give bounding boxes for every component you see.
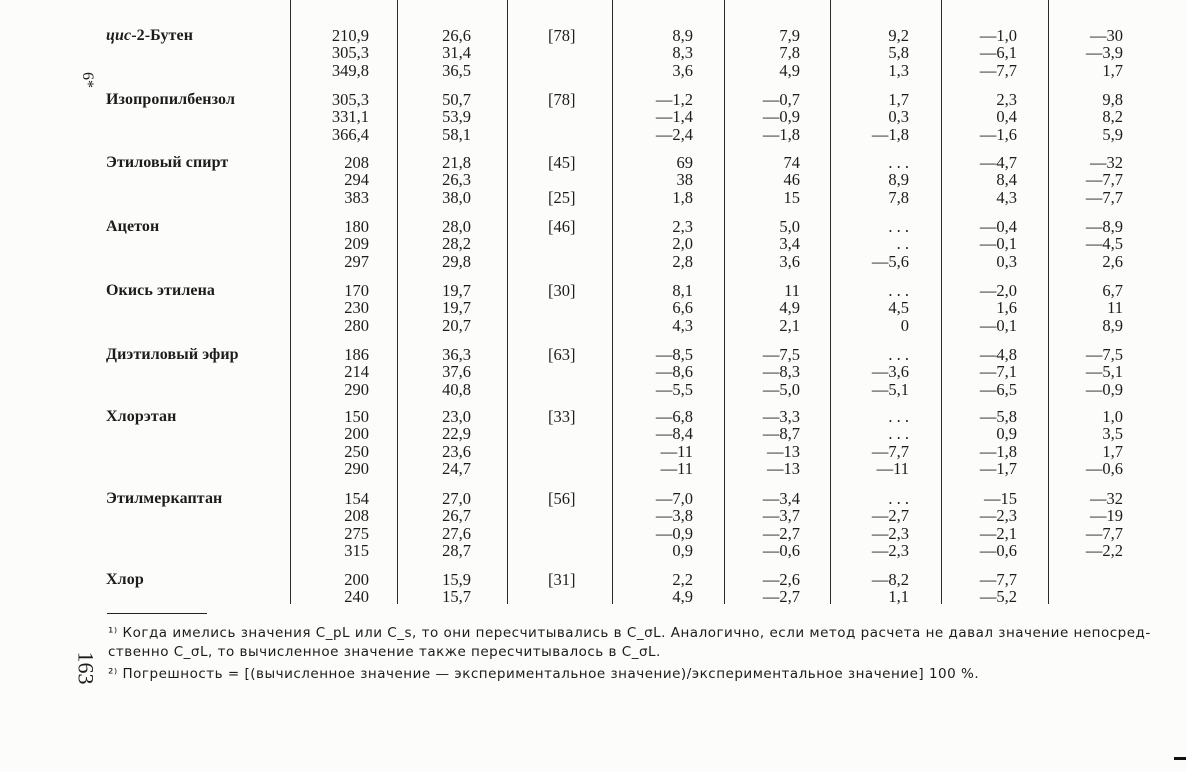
error-e-cell: —7,7 — [1085, 187, 1123, 207]
error-d-cell: —0,6 — [979, 540, 1017, 560]
error-b-cell: —3,7 — [762, 506, 800, 526]
reference-cell: [46] — [548, 217, 576, 236]
error-e-cell: —32 — [1090, 489, 1123, 508]
table-row — [0, 507, 1186, 524]
error-e-cell: —7,7 — [1085, 170, 1123, 190]
temperature-cell: 230 — [344, 298, 369, 318]
error-e-cell: —2,2 — [1085, 540, 1123, 560]
error-d-cell: —4,7 — [979, 153, 1017, 172]
table-row — [0, 91, 1186, 108]
table-row — [0, 62, 1186, 79]
error-c-cell: —11 — [876, 458, 909, 478]
temperature-cell: 200 — [344, 570, 369, 589]
error-e-cell: —8,9 — [1085, 217, 1123, 236]
error-a-cell: 2,3 — [672, 217, 693, 236]
error-d-cell: —0,4 — [979, 217, 1017, 236]
temperature-cell: 154 — [344, 489, 369, 508]
temperature-cell: 297 — [344, 251, 369, 271]
margin-mark: 6* — [79, 72, 96, 88]
error-b-cell: —13 — [767, 441, 800, 461]
error-a-cell: 8,9 — [672, 26, 693, 45]
edge-mark — [1174, 757, 1186, 760]
error-e-cell: —3,9 — [1085, 43, 1123, 63]
table-row — [0, 282, 1186, 299]
substance-name: Этилмеркаптан — [106, 490, 223, 507]
table-row — [0, 408, 1186, 425]
table-row — [0, 27, 1186, 44]
error-a-cell: —11 — [660, 458, 693, 478]
substance-name: цис-2-Бутен — [106, 27, 194, 44]
value-cell: 28,7 — [442, 540, 471, 560]
footnote-1-line-2: ственно C_σL, то вычисленное значение также пересчитывалось в C_σL. — [108, 644, 661, 660]
footnote-2: ²⁾ Погрешность = [(вычисленное значение — экспериментальное значение)/экспериментальное значение] 100 %. — [108, 666, 980, 682]
error-b-cell: —2,7 — [762, 523, 800, 543]
error-b-cell: —3,3 — [762, 407, 800, 426]
error-e-cell: —0,6 — [1085, 458, 1123, 478]
error-b-cell: —13 — [767, 458, 800, 478]
error-a-cell: —0,9 — [655, 523, 693, 543]
error-e-cell: —7,5 — [1085, 345, 1123, 364]
value-cell: 36,5 — [442, 60, 471, 80]
table-row — [0, 460, 1186, 477]
error-d-cell: —4,8 — [979, 345, 1017, 364]
reference-cell: [78] — [548, 26, 576, 45]
error-b-cell: —5,0 — [762, 379, 800, 399]
error-c-cell: . . . — [888, 153, 909, 172]
reference-cell: [45] — [548, 153, 576, 172]
error-d-cell: —2,0 — [979, 281, 1017, 300]
error-c-cell: 1,1 — [888, 587, 909, 607]
error-e-cell: —7,7 — [1085, 523, 1123, 543]
error-d-cell: —5,8 — [979, 407, 1017, 426]
table-row — [0, 346, 1186, 363]
error-c-cell: . . . — [888, 345, 909, 364]
error-c-cell: 1,7 — [888, 90, 909, 109]
table-row — [0, 363, 1186, 380]
error-a-cell: 4,3 — [672, 315, 693, 335]
error-c-cell: 5,8 — [888, 43, 909, 63]
error-e-cell: 1,7 — [1102, 60, 1123, 80]
error-d-cell: 0,4 — [996, 107, 1017, 127]
error-e-cell: —19 — [1090, 506, 1123, 526]
error-d-cell: —0,1 — [979, 315, 1017, 335]
temperature-cell: 315 — [344, 540, 369, 560]
error-c-cell: . . . — [888, 424, 909, 444]
value-cell: 53,9 — [442, 107, 471, 127]
value-cell: 27,0 — [442, 489, 471, 508]
value-cell: 19,7 — [442, 281, 471, 300]
substance-name: Хлорэтан — [106, 408, 177, 425]
error-b-cell: 3,6 — [779, 251, 800, 271]
error-c-cell: —2,7 — [871, 506, 909, 526]
error-c-cell: —7,7 — [871, 441, 909, 461]
value-cell: 26,3 — [442, 170, 471, 190]
temperature-cell: 290 — [344, 379, 369, 399]
error-b-cell: 5,0 — [779, 217, 800, 236]
error-a-cell: —1,2 — [655, 90, 693, 109]
substance-name: Изопропилбензол — [106, 91, 236, 108]
table-row — [0, 571, 1186, 588]
reference-cell: [33] — [548, 407, 576, 426]
temperature-cell: 294 — [344, 170, 369, 190]
substance-name: Диэтиловый эфир — [106, 346, 239, 363]
temperature-cell: 150 — [344, 407, 369, 426]
error-c-cell: 9,2 — [888, 26, 909, 45]
error-d-cell: —7,7 — [979, 60, 1017, 80]
value-cell: 22,9 — [442, 424, 471, 444]
error-b-cell: —3,4 — [762, 489, 800, 508]
error-d-cell: —7,1 — [979, 362, 1017, 382]
error-e-cell: —4,5 — [1085, 234, 1123, 254]
error-d-cell: 2,3 — [996, 90, 1017, 109]
value-cell: 58,1 — [442, 124, 471, 144]
error-d-cell: —1,6 — [979, 124, 1017, 144]
error-c-cell: . . . — [888, 281, 909, 300]
error-e-cell: 11 — [1107, 298, 1123, 318]
temperature-cell: 331,1 — [331, 107, 369, 127]
error-b-cell: —2,7 — [762, 587, 800, 607]
value-cell: 37,6 — [442, 362, 471, 382]
error-e-cell: —32 — [1090, 153, 1123, 172]
table-row — [0, 171, 1186, 188]
error-b-cell: 7,8 — [779, 43, 800, 63]
error-e-cell: 8,9 — [1102, 315, 1123, 335]
reference-cell: [25] — [548, 187, 576, 207]
error-e-cell: 1,7 — [1102, 441, 1123, 461]
substance-name: Хлор — [106, 571, 144, 588]
temperature-cell: 200 — [344, 424, 369, 444]
reference-cell: [31] — [548, 570, 576, 589]
error-a-cell: 2,2 — [672, 570, 693, 589]
error-e-cell: 1,0 — [1102, 407, 1123, 426]
error-c-cell: 7,8 — [888, 187, 909, 207]
error-a-cell: 8,1 — [672, 281, 693, 300]
error-b-cell: —0,6 — [762, 540, 800, 560]
table-row — [0, 542, 1186, 559]
error-d-cell: 0,3 — [996, 251, 1017, 271]
error-a-cell: 4,9 — [672, 587, 693, 607]
error-b-cell: —2,6 — [762, 570, 800, 589]
value-cell: 36,3 — [442, 345, 471, 364]
value-cell: 23,0 — [442, 407, 471, 426]
value-cell: 29,8 — [442, 251, 471, 271]
error-a-cell: —8,5 — [655, 345, 693, 364]
reference-cell: [78] — [548, 90, 576, 109]
table-row — [0, 189, 1186, 206]
error-a-cell: —8,6 — [655, 362, 693, 382]
temperature-cell: 240 — [344, 587, 369, 607]
error-b-cell: 74 — [783, 153, 800, 172]
temperature-cell: 180 — [344, 217, 369, 236]
table-row — [0, 443, 1186, 460]
temperature-cell: 210,9 — [331, 26, 369, 45]
error-e-cell: —5,1 — [1085, 362, 1123, 382]
error-c-cell: —8,2 — [871, 570, 909, 589]
error-b-cell: 3,4 — [779, 234, 800, 254]
error-b-cell: —0,7 — [762, 90, 800, 109]
error-d-cell: 4,3 — [996, 187, 1017, 207]
error-a-cell: —6,8 — [655, 407, 693, 426]
table-row — [0, 154, 1186, 171]
reference-cell: [30] — [548, 281, 576, 300]
error-b-cell: —0,9 — [762, 107, 800, 127]
error-d-cell: —1,7 — [979, 458, 1017, 478]
error-e-cell: 8,2 — [1102, 107, 1123, 127]
error-c-cell: 1,3 — [888, 60, 909, 80]
substance-name: Окись этилена — [106, 282, 216, 299]
table-row — [0, 218, 1186, 235]
table-row — [0, 381, 1186, 398]
error-a-cell: 2,0 — [672, 234, 693, 254]
temperature-cell: 290 — [344, 458, 369, 478]
error-a-cell: 6,6 — [672, 298, 693, 318]
error-d-cell: —15 — [984, 489, 1017, 508]
table-row — [0, 588, 1186, 605]
footnote-1-line-1: ¹⁾ Когда имелись значения C_pL или C_s, то они пересчитывались в C_σL. Аналогично, если метод расчета не давал значение непосред- — [108, 625, 1151, 641]
page-number: 163 — [73, 651, 99, 685]
error-c-cell: 0,3 — [888, 107, 909, 127]
error-b-cell: 4,9 — [779, 298, 800, 318]
error-c-cell: —5,1 — [871, 379, 909, 399]
error-b-cell: —1,8 — [762, 124, 800, 144]
temperature-cell: 214 — [344, 362, 369, 382]
value-cell: 15,9 — [442, 570, 471, 589]
error-c-cell: . . . — [888, 407, 909, 426]
temperature-cell: 208 — [344, 153, 369, 172]
temperature-cell: 275 — [344, 523, 369, 543]
error-c-cell: —1,8 — [871, 124, 909, 144]
error-c-cell: —3,6 — [871, 362, 909, 382]
value-cell: 38,0 — [442, 187, 471, 207]
error-a-cell: —11 — [660, 441, 693, 461]
value-cell: 26,6 — [442, 26, 471, 45]
table-row — [0, 317, 1186, 334]
error-d-cell: 0,9 — [996, 424, 1017, 444]
error-c-cell: 4,5 — [888, 298, 909, 318]
table-row — [0, 126, 1186, 143]
value-cell: 15,7 — [442, 587, 471, 607]
error-e-cell: —0,9 — [1085, 379, 1123, 399]
temperature-cell: 366,4 — [331, 124, 369, 144]
error-d-cell: —2,3 — [979, 506, 1017, 526]
error-e-cell: 9,8 — [1102, 90, 1123, 109]
error-d-cell: 8,4 — [996, 170, 1017, 190]
table-row — [0, 235, 1186, 252]
reference-cell: [56] — [548, 489, 576, 508]
error-a-cell: 8,3 — [672, 43, 693, 63]
value-cell: 28,2 — [442, 234, 471, 254]
table-row — [0, 108, 1186, 125]
value-cell: 28,0 — [442, 217, 471, 236]
error-e-cell: —30 — [1090, 26, 1123, 45]
temperature-cell: 208 — [344, 506, 369, 526]
error-a-cell: 2,8 — [672, 251, 693, 271]
error-d-cell: —0,1 — [979, 234, 1017, 254]
error-c-cell: 8,9 — [888, 170, 909, 190]
error-c-cell: . . — [896, 234, 909, 254]
value-cell: 50,7 — [442, 90, 471, 109]
temperature-cell: 305,3 — [331, 90, 369, 109]
error-d-cell: —1,8 — [979, 441, 1017, 461]
error-b-cell: 7,9 — [779, 26, 800, 45]
error-a-cell: 0,9 — [672, 540, 693, 560]
error-d-cell: —1,0 — [979, 26, 1017, 45]
error-c-cell: 0 — [900, 315, 909, 335]
table-row — [0, 525, 1186, 542]
temperature-cell: 305,3 — [331, 43, 369, 63]
error-d-cell: —6,5 — [979, 379, 1017, 399]
reference-cell: [63] — [548, 345, 576, 364]
error-c-cell: —5,6 — [871, 251, 909, 271]
error-e-cell: 5,9 — [1102, 124, 1123, 144]
error-a-cell: 3,6 — [672, 60, 693, 80]
error-c-cell: —2,3 — [871, 540, 909, 560]
error-a-cell: —8,4 — [655, 424, 693, 444]
error-e-cell: 2,6 — [1102, 251, 1123, 271]
table-row — [0, 44, 1186, 61]
error-e-cell: 3,5 — [1102, 424, 1123, 444]
error-d-cell: 1,6 — [996, 298, 1017, 318]
value-cell: 23,6 — [442, 441, 471, 461]
error-b-cell: 46 — [783, 170, 800, 190]
error-c-cell: —2,3 — [871, 523, 909, 543]
error-b-cell: 2,1 — [779, 315, 800, 335]
substance-name: Ацетон — [106, 218, 160, 235]
value-cell: 21,8 — [442, 153, 471, 172]
value-cell: 19,7 — [442, 298, 471, 318]
temperature-cell: 280 — [344, 315, 369, 335]
error-c-cell: . . . — [888, 217, 909, 236]
error-d-cell: —7,7 — [979, 570, 1017, 589]
value-cell: 40,8 — [442, 379, 471, 399]
temperature-cell: 186 — [344, 345, 369, 364]
error-d-cell: —6,1 — [979, 43, 1017, 63]
value-cell: 26,7 — [442, 506, 471, 526]
error-e-cell: 6,7 — [1102, 281, 1123, 300]
temperature-cell: 349,8 — [331, 60, 369, 80]
error-b-cell: 15 — [783, 187, 800, 207]
error-b-cell: —8,7 — [762, 424, 800, 444]
error-b-cell: 4,9 — [779, 60, 800, 80]
error-c-cell: . . . — [888, 489, 909, 508]
error-b-cell: —7,5 — [762, 345, 800, 364]
value-cell: 31,4 — [442, 43, 471, 63]
error-a-cell: —7,0 — [655, 489, 693, 508]
error-b-cell: —8,3 — [762, 362, 800, 382]
error-a-cell: —2,4 — [655, 124, 693, 144]
error-a-cell: —5,5 — [655, 379, 693, 399]
value-cell: 20,7 — [442, 315, 471, 335]
error-a-cell: 38 — [676, 170, 693, 190]
substance-name: Этиловый спирт — [106, 154, 229, 171]
error-d-cell: —5,2 — [979, 587, 1017, 607]
temperature-cell: 170 — [344, 281, 369, 300]
temperature-cell: 383 — [344, 187, 369, 207]
error-d-cell: —2,1 — [979, 523, 1017, 543]
value-cell: 27,6 — [442, 523, 471, 543]
error-a-cell: 1,8 — [672, 187, 693, 207]
value-cell: 24,7 — [442, 458, 471, 478]
table-row — [0, 490, 1186, 507]
error-a-cell: —1,4 — [655, 107, 693, 127]
table-row — [0, 425, 1186, 442]
footnote-divider — [107, 613, 207, 614]
error-a-cell: 69 — [676, 153, 693, 172]
temperature-cell: 250 — [344, 441, 369, 461]
temperature-cell: 209 — [344, 234, 369, 254]
table-row — [0, 253, 1186, 270]
table-row — [0, 299, 1186, 316]
error-a-cell: —3,8 — [655, 506, 693, 526]
error-b-cell: 11 — [784, 281, 800, 300]
